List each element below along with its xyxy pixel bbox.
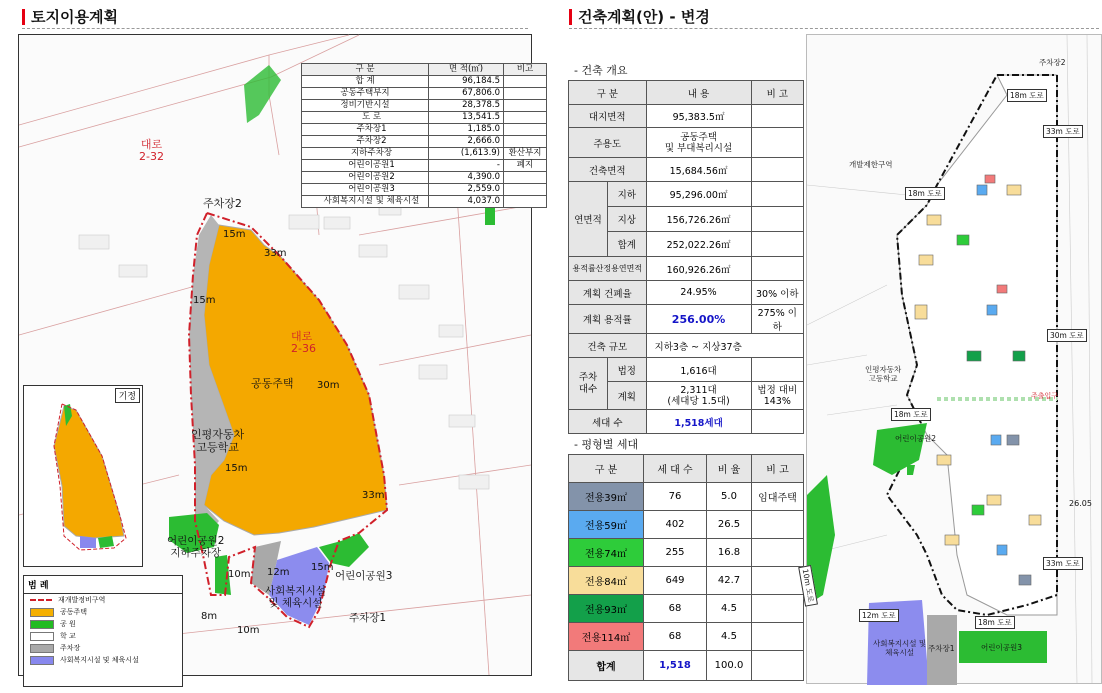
land-use-row [302,160,547,172]
unit-type-table [568,454,804,681]
unit-note: 임대주택 [752,483,804,511]
land-use-row [302,76,547,88]
legend-item [24,606,182,618]
land-use-note [504,172,547,184]
use-value: 공동주택 및 부대복리시설 [646,128,751,158]
land-use-row [302,124,547,136]
overview-header-note: 비 고 [751,81,803,105]
land-use-title: 토지이용계획 [31,8,118,26]
legend-item [24,642,182,654]
land-use-area: 2,559.0 [429,184,504,196]
floor-area-label: 연면적 [569,182,608,257]
title-divider [569,28,1099,29]
label-park-3: 어린이공원3 [335,570,393,582]
bcr-note: 30% 이하 [751,281,803,305]
legend-swatch [30,632,54,641]
label-road-15m-south: 15m [311,562,334,573]
bcr-value: 24.95% [646,281,751,305]
unit-count: 255 [644,539,707,567]
building-plan-title: 건축계획(안) - 변경 [578,8,710,26]
site-label-park-2: 어린이공원2 [895,434,936,443]
scale-value: 지하3층 ~ 지상37층 [646,334,803,358]
land-use-area: 2,666.0 [429,136,504,148]
title-mark [22,9,25,25]
building-area-value: 15,684.56㎡ [646,158,751,182]
land-use-note [504,112,547,124]
inset-map [24,386,142,566]
land-use-category: 도 로 [302,112,429,124]
far-value: 256.00% [646,305,751,334]
map-legend [23,575,183,687]
unit-note [752,567,804,595]
unit-note [752,623,804,651]
label-housing: 공동주택 [251,377,294,390]
title-divider [22,28,528,29]
parking-legal-value: 1,616대 [646,358,751,382]
site-label-26-05: 26.05 [1069,499,1092,508]
unit-ratio: 42.7 [707,567,752,595]
land-use-note: 환산부지 [504,148,547,160]
site-label-park-3: 어린이공원3 [981,643,1022,652]
unit-type: 전용114㎡ [569,623,644,651]
use-label: 주용도 [569,128,647,158]
label-welfare: 사회복지시설 및 체육시설 [265,585,326,609]
far-note: 275% 이하 [751,305,803,334]
far-area-label: 용적률산정용연면적 [569,257,647,281]
legend-label: 재개발정비구역 [58,596,106,604]
unit-row [569,595,804,623]
parking-plan-value: 2,311대 (세대당 1.5대) [646,382,751,410]
left-panel-title [22,6,118,27]
legend-item [24,630,182,642]
legend-label: 사회복지시설 및 체육시설 [60,656,139,664]
land-use-row [302,88,547,100]
land-use-area: 4,037.0 [429,196,504,208]
overview-section-title: - 건축 개요 [574,64,628,77]
bcr-label: 계획 건폐율 [569,281,647,305]
label-road-2-36: 대로 2-36 [291,330,316,355]
col-header-area: 면 적(㎡) [429,64,504,76]
site-label-18m-road-c: 18m 도로 [891,408,931,421]
label-road-10m-a: 10m [228,569,251,580]
land-use-area: 96,184.5 [429,76,504,88]
parking-plan-note: 법정 대비 143% [751,382,803,410]
unit-ratio: 16.8 [707,539,752,567]
land-use-note [504,76,547,88]
land-use-area: 13,541.5 [429,112,504,124]
land-use-note [504,88,547,100]
building-overview-table [568,80,804,434]
label-road-30m: 30m [317,380,340,391]
land-use-category: 주차장2 [302,136,429,148]
site-label-parking-2: 주차장2 [1039,58,1066,67]
unit-note [752,595,804,623]
unit-section-title: - 평형별 세대 [574,438,639,451]
col-header-category: 구 분 [302,64,429,76]
title-mark [569,9,572,25]
land-use-row [302,148,547,160]
legend-item [24,618,182,630]
floor-area-total-value: 252,022.26㎡ [646,232,751,257]
label-road-10m-b: 10m [237,625,260,636]
site-plan [800,34,1102,684]
unit-ratio: 26.5 [707,511,752,539]
legend-item [24,594,182,606]
unit-header-count: 세 대 수 [644,455,707,483]
legend-items [24,594,182,666]
land-use-category: 지하주차장 [302,148,429,160]
unit-row [569,623,804,651]
label-school: 인평자동차 고등학교 [191,428,245,454]
site-label-33m-road-a: 33m 도로 [1043,125,1083,138]
legend-title: 범 례 [24,576,182,594]
site-label-development-limit: 개발제한구역 [849,160,893,169]
unit-note [752,511,804,539]
unit-row [569,483,804,511]
legend-label: 주차장 [60,644,81,652]
site-label-33m-road-b: 33m 도로 [1043,557,1083,570]
land-use-row [302,184,547,196]
land-use-note [504,124,547,136]
label-parking-1: 주차장1 [349,612,387,624]
land-use-row [302,100,547,112]
site-label-10m-road: 10m 도로 [798,565,818,606]
unit-total-label: 합계 [569,651,644,681]
parking-label: 주차 대수 [569,358,608,410]
col-header-note: 비고 [504,64,547,76]
site-label-school: 인평자동차 고등학교 [865,365,902,383]
site-label-main-entry: 주출입구 [1031,392,1059,400]
unit-row [569,539,804,567]
label-road-8m: 8m [201,611,218,622]
unit-type: 전용74㎡ [569,539,644,567]
legend-label: 공동주택 [60,608,88,616]
land-use-area: - [429,160,504,172]
legend-swatch [30,620,54,629]
unit-row [569,567,804,595]
unit-ratio: 4.5 [707,595,752,623]
overview-header-category: 구 분 [569,81,647,105]
land-use-table-body [302,76,547,208]
unit-ratio: 4.5 [707,623,752,651]
floor-area-below-label: 지하 [608,182,647,207]
building-area-label: 건축면적 [569,158,647,182]
unit-header-note: 비 고 [752,455,804,483]
right-panel-title [569,6,710,27]
land-use-category: 정비기반시설 [302,100,429,112]
unit-total-ratio: 100.0 [707,651,752,681]
land-use-row [302,112,547,124]
site-label-18m-road-a: 18m 도로 [1007,89,1047,102]
floor-area-total-label: 합계 [608,232,647,257]
land-use-area: 67,806.0 [429,88,504,100]
unit-total-count: 1,518 [644,651,707,681]
unit-type: 전용93㎡ [569,595,644,623]
unit-row [569,511,804,539]
legend-label: 공 원 [60,620,76,628]
parking-plan-label: 계획 [608,382,647,410]
legend-item [24,654,182,666]
site-label-18m-road-b: 18m 도로 [905,187,945,200]
land-use-category: 공동주택부지 [302,88,429,100]
land-use-category: 주차장1 [302,124,429,136]
legend-swatch [30,599,52,601]
label-park-2: 어린이공원2 지하주차장 [167,535,225,559]
overview-header-content: 내 용 [646,81,751,105]
label-road-15m-mid: 15m [225,463,248,474]
site-label-parking-1: 주차장1 [928,644,955,653]
unit-type: 전용59㎡ [569,511,644,539]
site-label-30m-road: 30m 도로 [1047,329,1087,342]
label-road-15m-top: 15m [223,229,246,240]
land-use-category: 합 계 [302,76,429,88]
unit-ratio: 5.0 [707,483,752,511]
unit-type: 전용84㎡ [569,567,644,595]
land-use-category: 어린이공원1 [302,160,429,172]
land-use-area: 4,390.0 [429,172,504,184]
inset-title: 기정 [115,388,140,403]
land-use-area: (1,613.9) [429,148,504,160]
unit-count: 402 [644,511,707,539]
site-area-value: 95,383.5㎡ [646,105,751,128]
site-area-label: 대지면적 [569,105,647,128]
land-use-row [302,196,547,208]
unit-note [752,539,804,567]
legend-swatch [30,608,54,617]
land-use-category: 사회복지시설 및 체육시설 [302,196,429,208]
floor-area-below-value: 95,296.00㎡ [646,182,751,207]
unit-count: 68 [644,595,707,623]
unit-count: 68 [644,623,707,651]
unit-count: 649 [644,567,707,595]
land-use-table [301,63,547,208]
land-use-note [504,100,547,112]
unit-count: 76 [644,483,707,511]
far-label: 계획 용적률 [569,305,647,334]
label-road-2-32: 대로 2-32 [139,138,164,163]
land-use-note: 폐지 [504,160,547,172]
legend-label: 학 교 [60,632,76,640]
land-use-map [18,34,542,676]
land-use-note [504,136,547,148]
label-road-33m-top: 33m [264,248,287,259]
unit-type: 전용39㎡ [569,483,644,511]
label-road-12m: 12m [267,567,290,578]
label-road-33m-east: 33m [362,490,385,501]
legend-swatch [30,656,54,665]
floor-area-above-value: 156,726.26㎡ [646,207,751,232]
parking-legal-label: 법정 [608,358,647,382]
unit-header-type: 구 분 [569,455,644,483]
land-use-category: 어린이공원3 [302,184,429,196]
unit-header-ratio: 비 율 [707,455,752,483]
floor-area-above-label: 지상 [608,207,647,232]
far-area-value: 160,926.26㎡ [646,257,751,281]
site-label-welfare: 사회복지시설 및 체육시설 [873,639,927,657]
existing-plan-inset [23,385,143,567]
label-road-15m-west: 15m [193,295,216,306]
land-use-note [504,184,547,196]
legend-swatch [30,644,54,653]
land-use-row [302,172,547,184]
land-use-row [302,136,547,148]
land-use-area: 28,378.5 [429,100,504,112]
site-label-18m-road-d: 18m 도로 [975,616,1015,629]
label-parking-2: 주차장2 [203,197,242,210]
households-label: 세대 수 [569,410,647,434]
unit-table-body [569,483,804,651]
land-use-note [504,196,547,208]
land-use-area: 1,185.0 [429,124,504,136]
households-value: 1,518세대 [646,410,751,434]
site-label-12m-road: 12m 도로 [859,609,899,622]
land-use-category: 어린이공원2 [302,172,429,184]
scale-label: 건축 규모 [569,334,647,358]
